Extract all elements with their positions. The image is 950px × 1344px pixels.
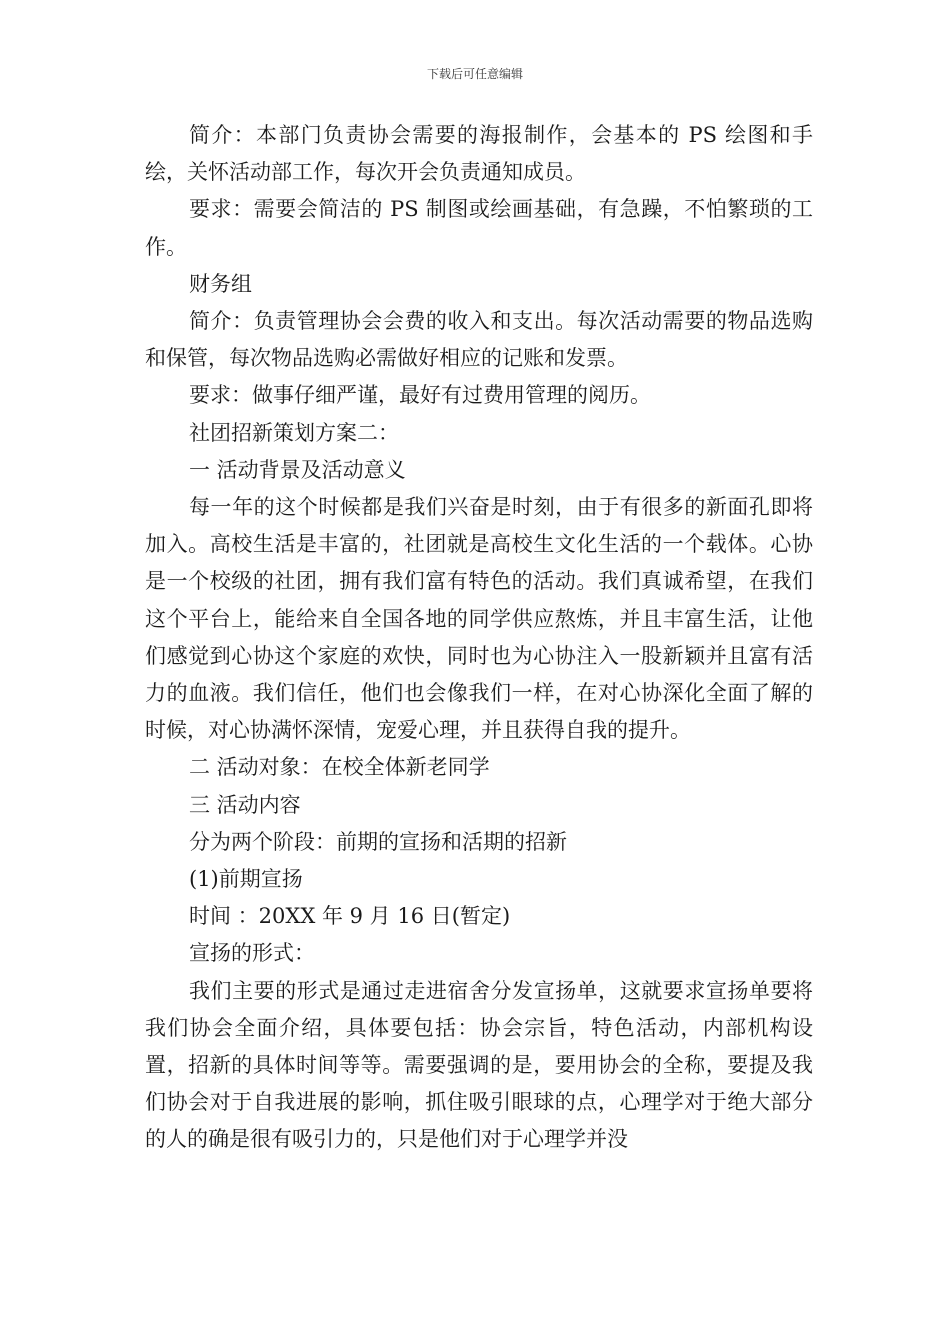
document-body — [145, 117, 813, 1159]
heading-promotion: (1)前期宣扬 — [189, 867, 303, 892]
heading-promotion-form: 宣扬的形式： — [189, 941, 315, 966]
paragraph-design-requirement: 要求：需要会简洁的 PS 制图或绘画基础，有急躁，不怕繁琐的工作。 — [145, 197, 813, 259]
paragraph-finance-requirement: 要求：做事仔细严谨，最好有过费用管理的阅历。 — [189, 383, 651, 408]
heading-background: 一 活动背景及活动意义 — [189, 457, 406, 482]
heading-target: 二 活动对象：在校全体新老同学 — [189, 755, 490, 780]
heading-content: 三 活动内容 — [189, 792, 301, 817]
paragraph-time: 时间 ：20XX 年 9 月 16 日(暂定) — [189, 904, 511, 929]
paragraph-finance-intro: 简介：负责管理协会会费的收入和支出。每次活动需要的物品选购和保管，每次物品选购必需做好相应的记账和发票。 — [145, 309, 813, 371]
heading-finance-group: 财务组 — [189, 271, 252, 296]
paragraph-stages: 分为两个阶段：前期的宣扬和活期的招新 — [189, 829, 567, 854]
page-header: 下载后可任意编辑 — [426, 67, 523, 81]
heading-plan-two: 社团招新策划方案二： — [189, 420, 399, 445]
paragraph-design-intro: 简介：本部门负责协会需要的海报制作，会基本的 PS 绘图和手绘，关怀活动部工作，每次开会负责通知成员。 — [145, 123, 813, 185]
paragraph-background: 每一年的这个时候都是我们兴奋是时刻，由于有很多的新面孔即将加入。高校生活是丰富的，社团就是高校生文化生活的一个载体。心协是一个校级的社团，拥有我们富有特色的活动。我们真诚希望，在我们这个平台上，能给来自全国各地的同学供应熬炼，并且丰富生活，让他们感觉到心协这个家庭的欢快，同时也为心协注入一股新颖并且富有活力的血液。我们信任，他们也会像我们一样，在对心协深化全面了解的时候，对心协满怀深情，宠爱心理，并且获得自我的提升。 — [145, 495, 813, 743]
paragraph-promotion-form: 我们主要的形式是通过走进宿舍分发宣扬单，这就要求宣扬单要将我们协会全面介绍，具体要包括：协会宗旨，特色活动，内部机构设置，招新的具体时间等等。需要强调的是，要用协会的全称，要提及我们协会对于自我进展的影响，抓住吸引眼球的点，心理学对于绝大部分的人的确是很有吸引力的，只是他们对于心理学并没 — [145, 978, 813, 1152]
